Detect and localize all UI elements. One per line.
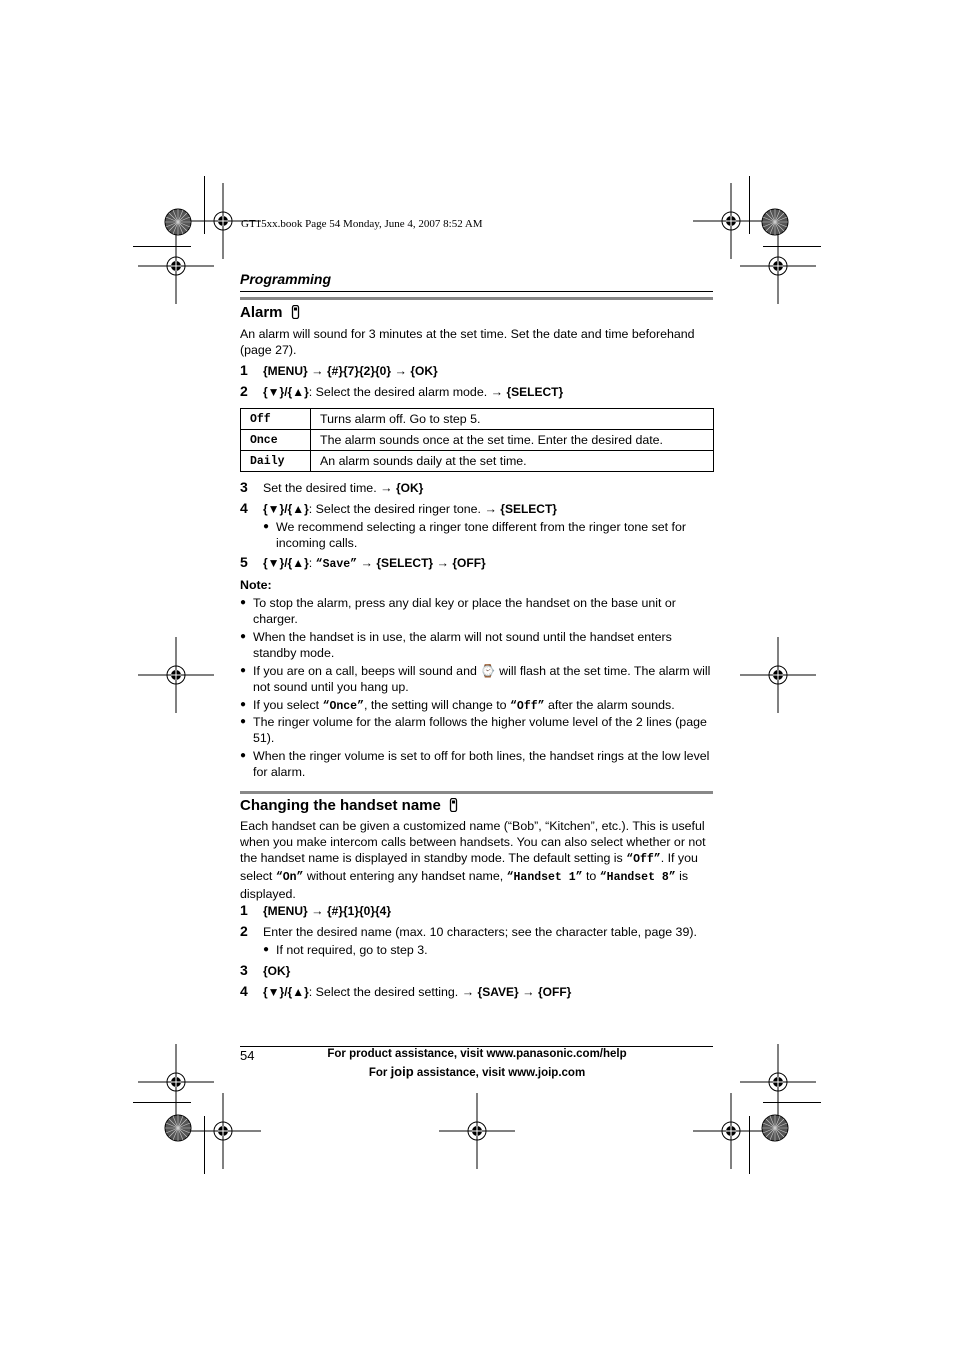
- menu-key: {MENU}: [263, 364, 308, 378]
- mode-code: Once: [241, 430, 311, 451]
- mode-description: Turns alarm off. Go to step 5.: [311, 409, 714, 430]
- arrow-icon: →: [311, 364, 324, 378]
- navigator-keys: {▼}/{▲}: [263, 502, 309, 516]
- table-row: [241, 451, 714, 472]
- step-number: 5: [240, 554, 248, 570]
- bullet-text: , the setting will change to: [363, 698, 511, 712]
- footer-rule: [240, 1046, 713, 1047]
- intro-text: without entering any handset name,: [303, 869, 507, 883]
- code-keys: {#}{7}{2}{0}: [326, 364, 392, 378]
- arrow-icon: →: [484, 502, 497, 516]
- handset-8-label: “Handset 8”: [599, 871, 676, 884]
- step-number: 2: [240, 923, 248, 939]
- arrow-icon: →: [394, 364, 407, 378]
- bullet-icon: ●: [240, 750, 247, 761]
- arrow-icon: →: [461, 985, 475, 999]
- navigator-keys: {▼}/{▲}: [263, 556, 309, 570]
- alarm-heading: [240, 304, 300, 321]
- arrow-icon: →: [311, 904, 324, 918]
- save-key: {SAVE}: [477, 985, 519, 999]
- handset-1-label: “Handset 1”: [506, 871, 583, 884]
- step-number: 1: [240, 902, 248, 918]
- bullet-text: The ringer volume for the alarm follows the higher volume level of the 2 lines (page 51).: [253, 715, 707, 745]
- joip-logo: joip: [390, 1064, 414, 1079]
- bullet-text: If you select: [253, 698, 323, 712]
- table-row: [241, 409, 714, 430]
- step-text: : Select the desired ringer tone.: [308, 502, 481, 516]
- arrow-icon: →: [490, 385, 504, 399]
- header-rule: [240, 291, 713, 292]
- intro-text: . If you select: [240, 851, 698, 883]
- bullet-icon: ●: [240, 665, 247, 676]
- bullet-text: To stop the alarm, press any dial key or place the handset on the base unit or charger.: [253, 596, 676, 626]
- arrow-icon: →: [380, 481, 393, 495]
- bullet-text: When the ringer volume is set to off for both lines, the handset rings at the low level for alarm.: [253, 749, 710, 779]
- once-option: “Once”: [322, 700, 364, 713]
- page-number: 54: [240, 1048, 255, 1063]
- select-key: {SELECT}: [376, 556, 434, 570]
- intro-text: is displayed.: [240, 869, 689, 901]
- bullet-icon: ●: [263, 944, 270, 955]
- handset-icon: [291, 305, 300, 319]
- step-text: Enter the desired name (max. 10 characters; see the character table, page 39).: [263, 925, 697, 939]
- step-number: 3: [240, 479, 248, 495]
- on-option: “On”: [275, 871, 304, 884]
- handset-name-heading-text: Changing the handset name: [240, 797, 441, 814]
- bullet-text: after the alarm sounds.: [544, 698, 675, 712]
- handset-icon: [449, 798, 458, 812]
- handset-name-heading: [240, 797, 458, 814]
- bullet-text: If you are on a call, beeps will sound and ⌚ will flash at the set time. The alarm will not sound until you hang up.: [253, 664, 711, 694]
- bullet-icon: ●: [240, 631, 247, 642]
- alarm-heading-text: Alarm: [240, 304, 283, 321]
- select-key: {SELECT}: [506, 385, 564, 399]
- bullet-text: We recommend selecting a ringer tone different from the ringer tone set for incoming calls.: [276, 520, 687, 550]
- ok-key: {OK}: [263, 964, 291, 978]
- off-key: {OFF}: [537, 985, 572, 999]
- ok-key: {OK}: [395, 481, 424, 495]
- bullet-icon: ●: [240, 699, 247, 710]
- colon: :: [308, 556, 316, 570]
- save-option: “Save”: [315, 558, 358, 571]
- footer-text: For: [368, 1067, 391, 1079]
- section-divider: [240, 297, 713, 300]
- bullet-icon: ●: [263, 521, 270, 532]
- mode-code: Off: [241, 409, 311, 430]
- step-number: 4: [240, 500, 248, 516]
- ok-key: {OK}: [410, 364, 438, 378]
- mode-description: An alarm sounds daily at the set time.: [311, 451, 714, 472]
- step-text: : Select the desired setting.: [308, 985, 459, 999]
- step-number: 4: [240, 983, 248, 999]
- bullet-text: When the handset is in use, the alarm will not sound until the handset enters standby mode.: [253, 630, 672, 660]
- step-number: 3: [240, 962, 248, 978]
- step-number: 1: [240, 362, 248, 378]
- bullet-icon: ●: [240, 716, 247, 727]
- menu-key: {MENU}: [263, 904, 308, 918]
- bullet-text: If not required, go to step 3.: [276, 943, 428, 957]
- navigator-keys: {▼}/{▲}: [263, 985, 309, 999]
- mode-code: Daily: [241, 451, 311, 472]
- bullet-icon: ●: [240, 597, 247, 608]
- footer-line-1: For product assistance, visit www.panasonic.com/help: [327, 1048, 627, 1060]
- off-key: {OFF}: [452, 556, 486, 570]
- step-text: : Select the desired alarm mode.: [308, 385, 488, 399]
- handset-name-intro: [240, 818, 715, 902]
- footer-line-2: [327, 1064, 627, 1079]
- section-label: Programming: [240, 271, 332, 287]
- off-option: “Off”: [626, 853, 661, 866]
- alarm-mode-table: [240, 408, 714, 472]
- section-divider: [240, 791, 713, 794]
- table-row: [241, 430, 714, 451]
- footer-text: assistance, visit www.joip.com: [413, 1067, 586, 1079]
- arrow-icon: →: [360, 556, 373, 570]
- arrow-icon: →: [522, 985, 535, 999]
- navigator-keys: {▼}/{▲}: [263, 385, 309, 399]
- select-key: {SELECT}: [500, 502, 557, 516]
- file-info: GT15xx.book Page 54 Monday, June 4, 2007 8:52 AM: [241, 218, 483, 230]
- step-number: 2: [240, 383, 248, 399]
- intro-text: Each handset can be given a customized name (“Bob”, “Kitchen”, etc.). This is useful when you make intercom calls between handsets. You can also select whether or not the handset name is displayed in standby mode. The default setting is: [240, 819, 706, 865]
- mode-description: The alarm sounds once at the set time. Enter the desired date.: [311, 430, 714, 451]
- note-title: Note:: [240, 578, 272, 592]
- arrow-icon: →: [436, 556, 449, 570]
- intro-text: to: [582, 869, 600, 883]
- code-keys: {#}{1}{0}{4}: [326, 904, 392, 918]
- alarm-intro: An alarm will sound for 3 minutes at the set time. Set the date and time beforehand (page 27).: [240, 327, 695, 357]
- step-text: Set the desired time.: [263, 481, 377, 495]
- off-option: “Off”: [510, 700, 545, 713]
